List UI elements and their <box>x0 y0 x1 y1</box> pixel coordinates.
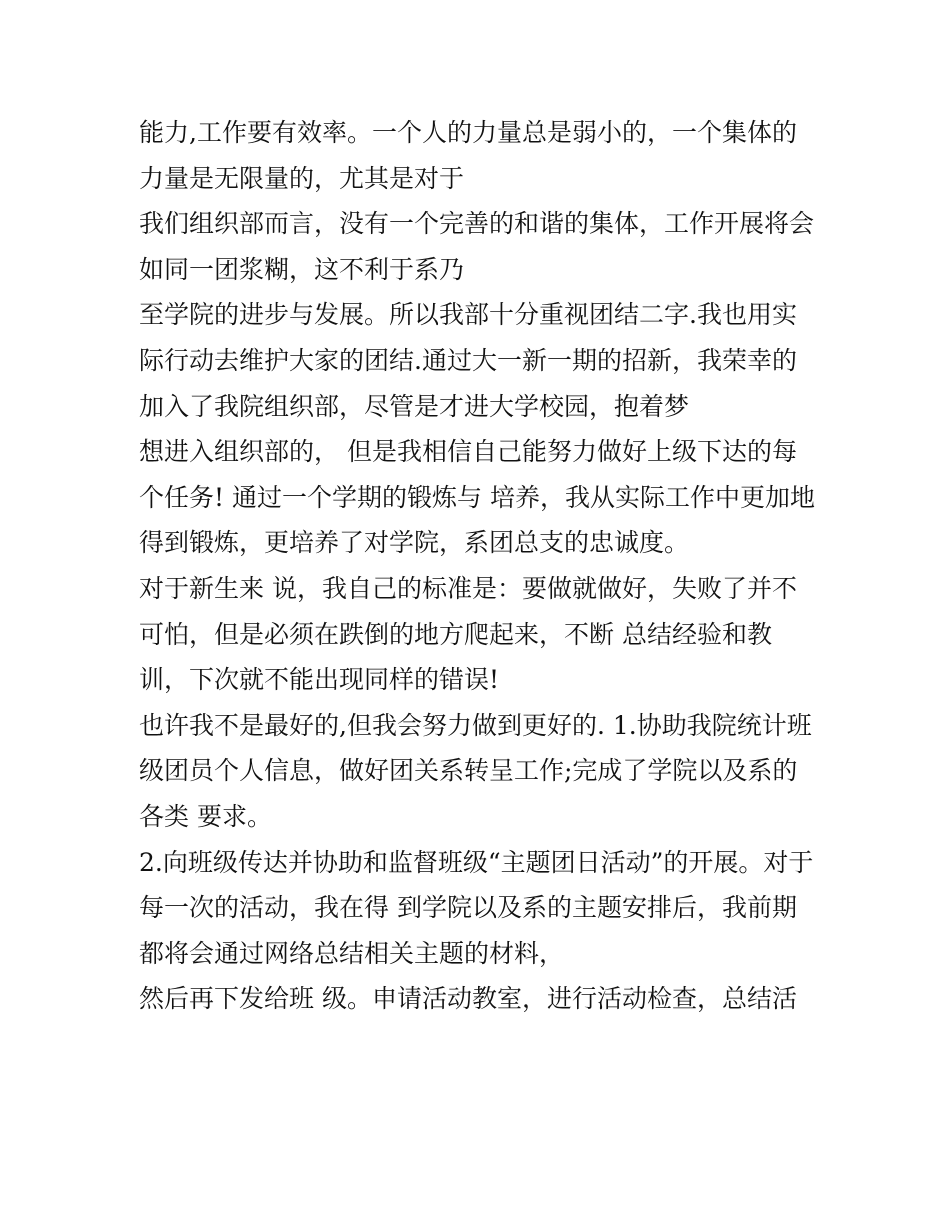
text-line: 想进入组织部的， 但是我相信自己能努力做好上级下达的每 <box>139 437 797 467</box>
text-line: 至学院的进步与发展。所以我部十分重视团结二字.我也用实 <box>139 300 797 330</box>
text-line: 各类 要求。 <box>139 801 272 831</box>
text-line: 2.向班级传达并协助和监督班级“主题团日活动”的开展。对于 <box>139 847 814 877</box>
text-line: 每一次的活动，我在得 到学院以及系的主题安排后，我前期 <box>139 893 797 923</box>
text-line: 也许我不是最好的,但我会努力做到更好的. 1.协助我院统计班 <box>139 710 812 740</box>
text-line: 可怕，但是必须在跌倒的地方爬起来，不断 总结经验和教 <box>139 619 772 649</box>
text-line: 如同一团浆糊，这不利于系乃 <box>139 254 465 284</box>
text-line: 加入了我院组织部，尽管是才进大学校园，抱着梦 <box>139 391 690 421</box>
text-line: 得到锻炼，更培养了对学院，系团总支的忠诚度。 <box>139 528 690 558</box>
text-line: 都将会通过网络总结相关主题的材料， <box>139 938 565 968</box>
text-line: 我们组织部而言，没有一个完善的和谐的集体，工作开展将会 <box>139 209 815 239</box>
text-line: 能力,工作要有效率。一个人的力量总是弱小的，一个集体的 <box>139 118 797 147</box>
text-line: 个任务! 通过一个学期的锻炼与 培养，我从实际工作中更加地 <box>139 482 815 512</box>
text-line: 训，下次就不能出现同样的错误! <box>139 665 500 695</box>
body-text <box>139 110 829 1022</box>
text-line: 力量是无限量的，尤其是对于 <box>139 163 465 193</box>
text-line: 际行动去维护大家的团结.通过大一新一期的招新，我荣幸的 <box>139 345 797 375</box>
text-line: 然后再下发给班 级。申请活动教室，进行活动检查，总结活 <box>139 984 797 1014</box>
text-line: 对于新生来 说，我自己的标准是：要做就做好，失败了并不 <box>139 573 797 603</box>
text-line: 级团员个人信息，做好团关系转呈工作;完成了学院以及系的 <box>139 756 798 786</box>
